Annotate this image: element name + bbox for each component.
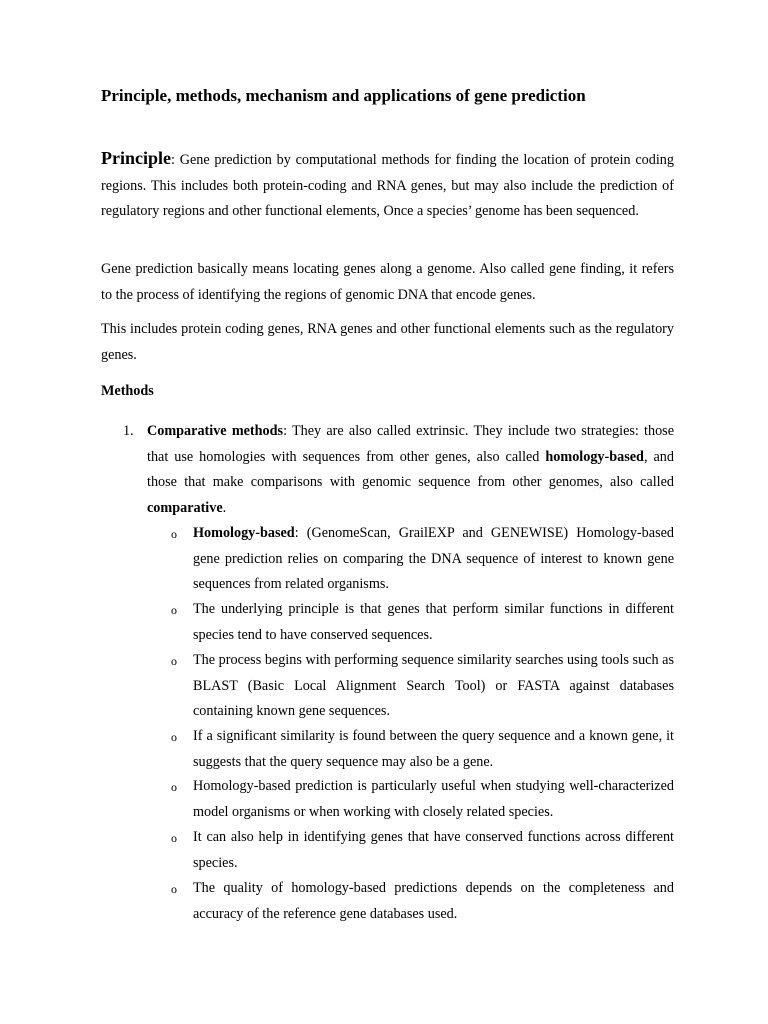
bullet-item: The process begins with performing sequence similarity searches using tools such as BLAST (Basic Local Alignment Search Tool) or FASTA against databases containing known gene sequences. <box>193 652 674 719</box>
page-title: Principle, methods, mechanism and applications of gene prediction <box>101 86 586 105</box>
comparative-text-b: , and those that make comparisons with genomic sequence from other genomes, also called <box>147 448 674 490</box>
bullet-marker: o <box>171 882 177 896</box>
comparative-methods-item <box>147 419 674 521</box>
bullet-marker: o <box>171 527 177 541</box>
bullet-item: Homology-based prediction is particularly useful when studying well-characterized model organisms or when working with closely related species. <box>193 778 674 820</box>
bullet-item: The underlying principle is that genes that perform similar functions in different species tend to have conserved sequences. <box>193 601 674 643</box>
comparative-term: comparative <box>147 499 223 516</box>
principle-paragraph <box>101 146 674 225</box>
bullet-marker: o <box>171 603 177 617</box>
bullet-marker: o <box>171 654 177 668</box>
bullet-marker: o <box>171 780 177 794</box>
bullet-item: The quality of homology-based predictions depends on the completeness and accuracy of the reference gene databases used. <box>193 880 674 922</box>
bullet-item: It can also help in identifying genes that have conserved functions across different species. <box>193 829 674 871</box>
comparative-methods-label: Comparative methods <box>147 423 284 439</box>
bullet-marker: o <box>171 831 177 845</box>
principle-text: : Gene prediction by computational methods for finding the location of protein coding regions. This includes both protein-coding and RNA genes, but may also include the prediction of regulatory regions and other functional elements, Once a species’ genome has been sequenced. <box>101 152 674 219</box>
comparative-text-c: . <box>222 499 227 516</box>
homology-based-term: homology-based <box>545 448 644 465</box>
list-number: 1. <box>123 423 134 439</box>
bullet-marker: o <box>171 730 177 744</box>
bullet-text: : (GenomeScan, GrailEXP and GENEWISE) Homology-based gene prediction relies on comparing the DNA sequence of interest to known gene sequences from related organisms. <box>193 525 674 592</box>
methods-heading: Methods <box>101 383 154 399</box>
includes-paragraph: This includes protein coding genes, RNA genes and other functional elements such as the regulatory genes. <box>101 321 674 363</box>
comparative-text-a: : They are also called extrinsic. They include two strategies: those that use homologies with sequences from other genes, also called <box>147 423 674 465</box>
bullet-item: If a significant similarity is found between the query sequence and a known gene, it suggests that the query sequence may also be a gene. <box>193 728 674 770</box>
bullet-item <box>193 521 674 598</box>
gene-prediction-paragraph: Gene prediction basically means locating genes along a genome. Also called gene finding, it refers to the process of identifying the regions of genomic DNA that encode genes. <box>101 261 674 303</box>
principle-label: Principle <box>101 148 171 168</box>
homology-based-label: Homology-based <box>193 525 295 541</box>
